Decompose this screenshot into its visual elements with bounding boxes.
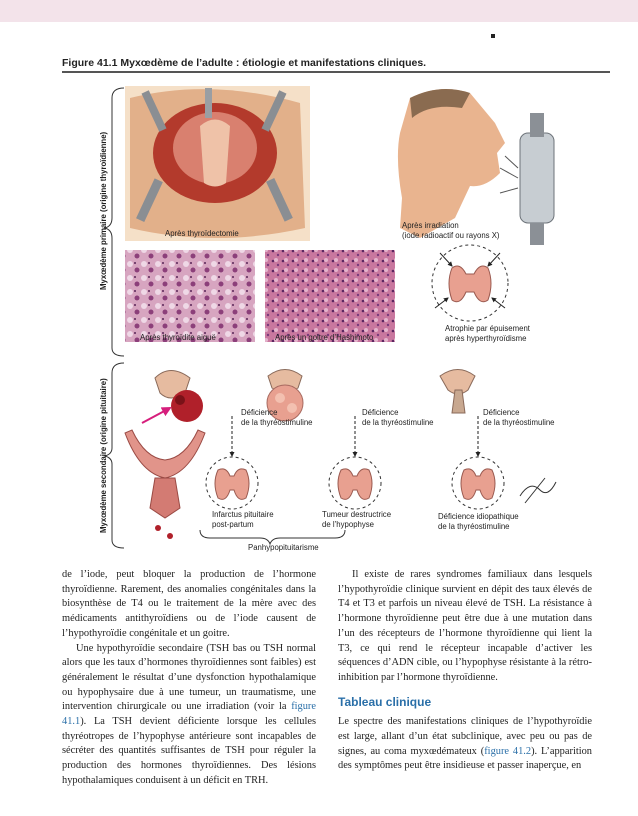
text-column-right	[338, 568, 592, 774]
thyroidectomy-drawing	[125, 86, 310, 241]
label-deficiency-a2: de la thyréostimuline	[241, 418, 313, 427]
label-irradiation-1: Après irradiation	[402, 221, 459, 230]
label-irradiation-2: (iode radioactif ou rayons X)	[402, 231, 500, 240]
label-idiopathic-1: Déficience idiopathique	[438, 512, 519, 521]
atrophy-thyroid	[432, 245, 508, 321]
figure-41-2-link[interactable]: figure 41.2	[484, 745, 532, 757]
paragraph-4	[338, 715, 592, 774]
header-bullet	[491, 34, 495, 38]
text-column-left	[62, 568, 316, 789]
label-deficiency-a1: Déficience	[241, 408, 278, 417]
illustration-svg	[0, 78, 638, 553]
caption-rule	[62, 71, 610, 73]
paragraph-3: Il existe de rares syndromes familiaux dans lesquels l’hypothyroïdie clinique survient en dépit des taux élevés de T4 et T3 et parfois un niveau élevé de TSH. La résistance à l’hormone thyroïdienne peut être due à une mutation dans l’un des récepteurs de l’hormone thyroïdienne qui lient la T3, ce qui rend le récepteur incapable d’activer les séquences d’ADN cible, ou l’hypophyse résistante à la rétro-inhibition par l’hormone thyroïdienne.	[338, 569, 592, 683]
label-idiopathic-2: de la thyréostimuline	[438, 522, 510, 531]
label-hashimoto: Après un goitre d’Hashimoto	[275, 333, 374, 342]
label-thyroidectomy: Après thyroïdectomie	[165, 229, 239, 238]
label-deficiency-c2: de la thyréostimuline	[483, 418, 555, 427]
paragraph-2-text-a: Une hypothyroïdie secondaire (TSH bas ou TSH normal alors que les taux d’hormones thyroïdiennes sont faibles) est généralement le résultat d’une dysfonction hypothalamique ou hypophysaire due à une tumeur, un traumatisme, une intervention chirurgicale ou une irradiation (voir la	[62, 642, 316, 713]
label-panhypo: Panhypopituitarisme	[248, 543, 319, 552]
paragraph-4-text-b: ). L’apparition des symptômes peut être insidieuse et passer inaperçue, en	[338, 745, 593, 772]
secondary-vertical-label: Myxœdème secondaire (origine pituitaire)	[99, 378, 108, 533]
section-heading: Tableau clinique	[338, 694, 432, 709]
figure-caption: Figure 41.1 Myxœdème de l’adulte : étiologie et manifestations cliniques.	[62, 57, 427, 69]
secondary-thyroid-3	[452, 457, 504, 509]
label-tumor-1: Tumeur destructrice	[322, 510, 392, 519]
label-atrophy-2: après hyperthyroïdisme	[445, 334, 527, 343]
primary-vertical-label: Myxœdème primaire (origine thyroïdienne)	[99, 131, 108, 290]
paragraph-4-text-a: Le spectre des manifestations cliniques de l’hypothyroïdie est large, allant d’un état subclinique, avec peu ou pas de signes, au coma myxœdémateux (	[338, 716, 592, 757]
paragraph-1: de l’iode, peut bloquer la production de l’hormone thyroïdienne. Rarement, des anomalies congénitales dans la biosynthèse de T4 ou le traitement de la mère avec des médicaments antithyroïdiens ou de l’iode causent de l’hypothyroïdie congénitale et un goitre.	[62, 569, 316, 639]
label-infarct-1: Infarctus pituitaire	[212, 510, 274, 519]
label-atrophy-1: Atrophie par épuisement	[445, 324, 530, 333]
label-deficiency-b2: de la thyréostimuline	[362, 418, 434, 427]
label-thyroiditis: Après thyroïdite aiguë	[140, 333, 216, 342]
histology-thyroiditis	[125, 250, 255, 342]
figure-illustration	[0, 78, 638, 553]
pituitary-idiopathic	[440, 370, 475, 414]
paragraph-2	[62, 642, 316, 789]
paragraph-2-text-b: ). La TSH devient déficiente lorsque les cellules thyréotropes de l’hypophyse antérieure sont incapables de sécréter des quantités suffisantes de TSH pour réguler la production des hormones thyroïdiennes. Des lésions hypothalamiques conduisent à un déficit en TRH.	[62, 716, 316, 786]
figure-41-1-link[interactable]: figure 41.1	[62, 701, 316, 728]
label-deficiency-c1: Déficience	[483, 408, 520, 417]
panhypo-brace	[200, 530, 345, 544]
header-band	[0, 0, 638, 22]
histology-hashimoto	[265, 250, 395, 342]
label-infarct-2: post-partum	[212, 520, 254, 529]
pituitary-infarct	[142, 371, 203, 424]
artist-signature	[520, 478, 556, 503]
secondary-thyroid-2	[329, 457, 381, 509]
secondary-thyroid-1	[206, 457, 258, 509]
label-tumor-2: de l’hypophyse	[322, 520, 375, 529]
label-deficiency-b1: Déficience	[362, 408, 399, 417]
uterus-drawing	[125, 430, 205, 539]
